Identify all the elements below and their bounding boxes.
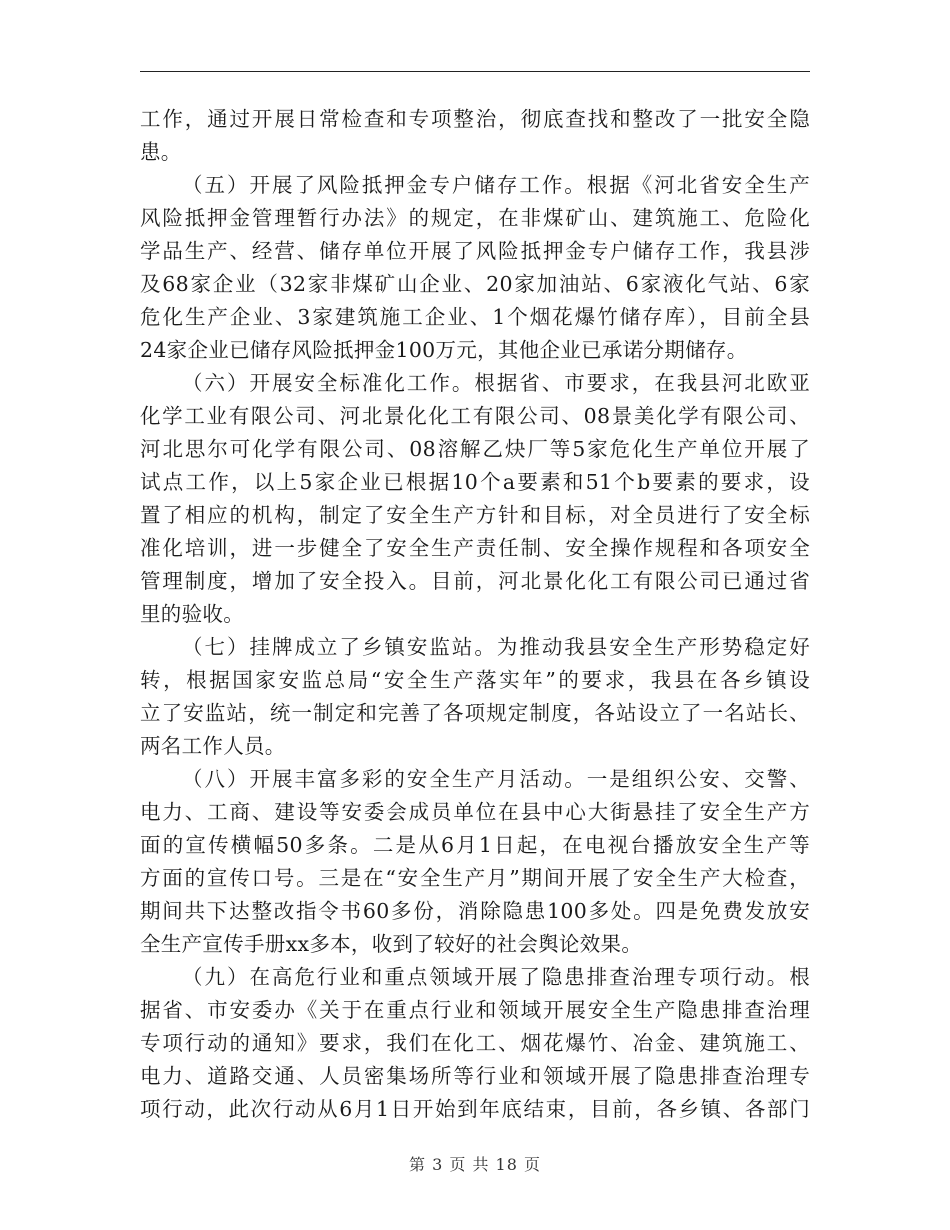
text-line: 置了相应的机构，制定了安全生产方针和目标，对全员进行了安全标 — [140, 503, 810, 527]
text-line: 24家企业已储存风险抵押金100万元，其他企业已承诺分期储存。 — [140, 338, 748, 362]
text-line: 危化生产企业、3家建筑施工企业、1个烟花爆竹储存库），目前全县 — [140, 305, 810, 329]
text-line: 及68家企业（32家非煤矿山企业、20家加油站、6家液化气站、6家 — [140, 272, 810, 296]
text-line: 患。 — [140, 140, 182, 164]
text-line: 方面的宣传口号。三是在“安全生产月”期间开展了安全生产大检查， — [140, 866, 810, 890]
header-rule — [140, 71, 810, 72]
text-line: 河北思尔可化学有限公司、08溶解乙炔厂等5家危化生产单位开展了 — [140, 437, 810, 461]
text-line: 试点工作，以上5家企业已根据10个a要素和51个b要素的要求，设 — [140, 470, 810, 494]
text-line: 据省、市安委办《关于在重点行业和领域开展安全生产隐患排查治理 — [140, 998, 810, 1022]
text-line: 风险抵押金管理暂行办法》的规定，在非煤矿山、建筑施工、危险化 — [140, 206, 810, 230]
text-line: （六）开展安全标准化工作。根据省、市要求，在我县河北欧亚 — [182, 371, 810, 395]
text-line: 项行动，此次行动从6月1日开始到年底结束，目前，各乡镇、各部门 — [140, 1097, 810, 1121]
text-line: 电力、工商、建设等安委会成员单位在县中心大街悬挂了安全生产方 — [140, 800, 810, 824]
text-line: （九）在高危行业和重点领域开展了隐患排查治理专项行动。根 — [182, 965, 810, 989]
document-body — [140, 103, 810, 1126]
text-line: 化学工业有限公司、河北景化化工有限公司、08景美化学有限公司、 — [140, 404, 810, 428]
text-line: 电力、道路交通、人员密集场所等行业和领域开展了隐患排查治理专 — [140, 1064, 810, 1088]
text-line: 转，根据国家安监总局“安全生产落实年”的要求，我县在各乡镇设 — [140, 668, 810, 692]
text-line: 专项行动的通知》要求，我们在化工、烟花爆竹、冶金、建筑施工、 — [140, 1031, 810, 1055]
text-line: 工作，通过开展日常检查和专项整治，彻底查找和整改了一批安全隐 — [140, 107, 810, 131]
text-line: 两名工作人员。 — [140, 734, 286, 758]
text-line: 面的宣传横幅50多条。二是从6月1日起，在电视台播放安全生产等 — [140, 833, 810, 857]
text-line: 立了安监站，统一制定和完善了各项规定制度，各站设立了一名站长、 — [140, 701, 810, 725]
text-line: 里的验收。 — [140, 602, 244, 626]
text-line: 准化培训，进一步健全了安全生产责任制、安全操作规程和各项安全 — [140, 536, 810, 560]
text-line: （七）挂牌成立了乡镇安监站。为推动我县安全生产形势稳定好 — [182, 635, 810, 659]
text-line: 管理制度，增加了安全投入。目前，河北景化化工有限公司已通过省 — [140, 569, 810, 593]
text-line: 全生产宣传手册xx多本，收到了较好的社会舆论效果。 — [140, 932, 643, 956]
text-line: （五）开展了风险抵押金专户储存工作。根据《河北省安全生产 — [182, 173, 810, 197]
text-line: （八）开展丰富多彩的安全生产月活动。一是组织公安、交警、 — [182, 767, 810, 791]
page-footer: 第 3 页 共 18 页 — [409, 1155, 541, 1174]
text-line: 学品生产、经营、储存单位开展了风险抵押金专户储存工作，我县涉 — [140, 239, 810, 263]
text-line: 期间共下达整改指令书60多份，消除隐患100多处。四是免费发放安 — [140, 899, 810, 923]
